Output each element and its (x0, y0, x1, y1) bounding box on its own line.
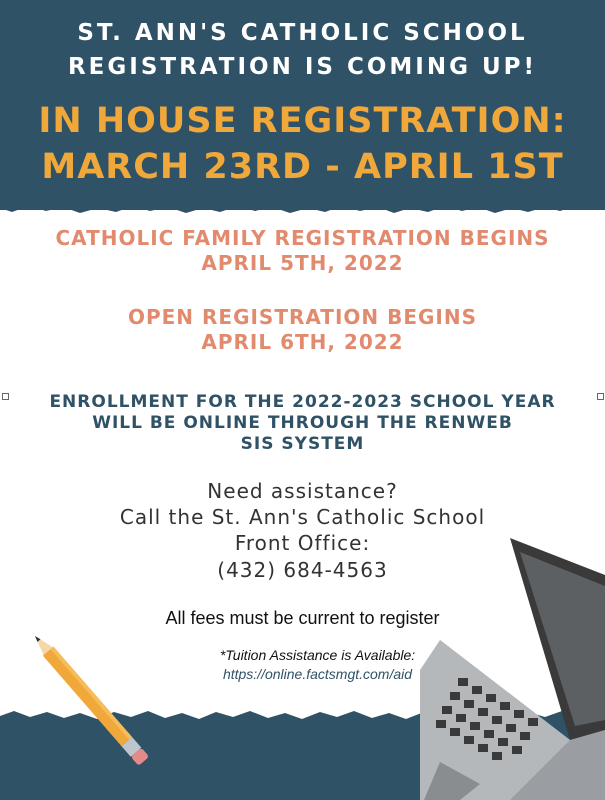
tuition-assistance-label: *Tuition Assistance is Available: (219, 647, 416, 663)
enrollment-info-line2: WILL BE ONLINE THROUGH THE RENWEB (92, 413, 513, 433)
pencil-icon (25, 628, 185, 778)
fees-notice: All fees must be current to register (165, 608, 440, 628)
inhouse-registration-heading: IN HOUSE REGISTRATION: (38, 101, 567, 141)
assistance-front-office: Front Office: (234, 531, 371, 555)
open-registration-heading: OPEN REGISTRATION BEGINS (127, 305, 477, 329)
inhouse-registration-dates: MARCH 23RD - APRIL 1ST (41, 147, 564, 187)
enrollment-info-line3: SIS SYSTEM (240, 434, 365, 454)
catholic-family-registration-heading: CATHOLIC FAMILY REGISTRATION BEGINS (55, 226, 550, 250)
open-registration-date: APRIL 6TH, 2022 (201, 330, 404, 354)
enrollment-info-line1: ENROLLMENT FOR THE 2022-2023 SCHOOL YEAR (49, 392, 556, 412)
assistance-call-line: Call the St. Ann's Catholic School (119, 505, 486, 529)
laptop-icon (380, 530, 605, 800)
registration-coming-heading: REGISTRATION IS COMING UP! (67, 54, 538, 80)
tuition-assistance-link[interactable]: https://online.factsmgt.com/aid (222, 666, 413, 682)
assistance-question: Need assistance? (207, 479, 398, 503)
catholic-family-registration-date: APRIL 5TH, 2022 (201, 251, 404, 275)
torn-paper-edge-top (0, 193, 605, 223)
school-name-heading: ST. ANN'S CATHOLIC SCHOOL (77, 20, 528, 46)
assistance-phone-number: (432) 684-4563 (217, 558, 388, 582)
